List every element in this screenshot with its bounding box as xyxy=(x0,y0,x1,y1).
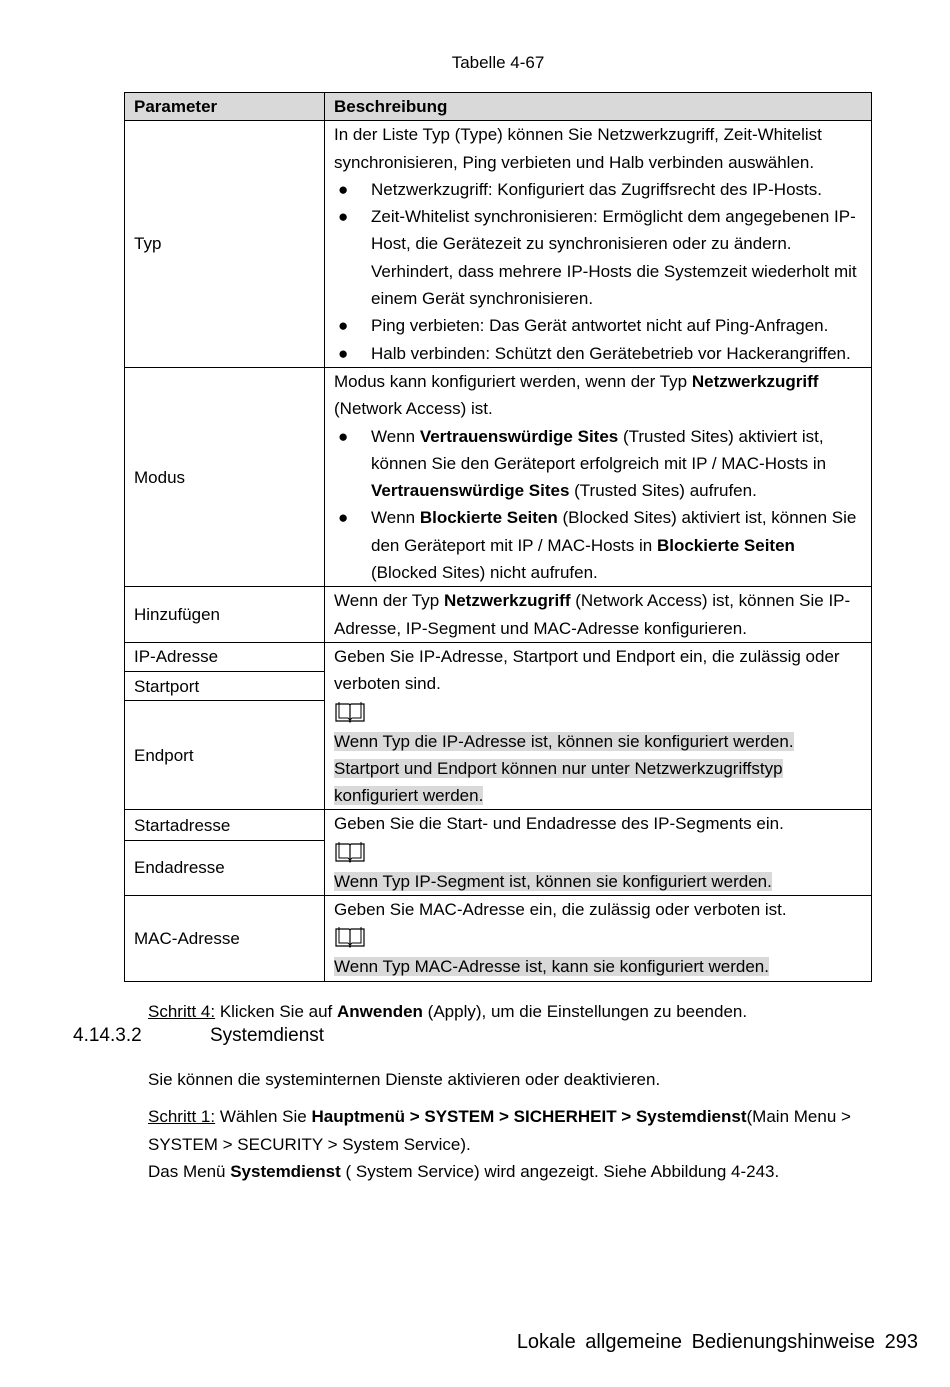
bullet-dot: ● xyxy=(338,426,349,446)
parameter-table xyxy=(124,92,872,982)
list-item: ● Halb verbinden: Schützt den Gerätebetrieb vor Hackerangriffen. xyxy=(334,340,862,367)
menu-shown-text: Das Menü Systemdienst ( System Service) wird angezeigt. Siehe Abbildung 4-243. xyxy=(148,1162,780,1181)
step-4: Schritt 4: Klicken Sie auf Anwenden (Apply), um die Einstellungen zu beenden. xyxy=(148,1002,748,1021)
list-item: ● Ping verbieten: Das Gerät antwortet nicht auf Ping-Anfragen. xyxy=(334,312,862,339)
bullet-dot: ● xyxy=(338,207,349,227)
param-hinzufuegen: Hinzufügen xyxy=(125,587,325,643)
note-segment: Wenn Typ IP-Segment ist, können sie konfiguriert werden. xyxy=(334,871,772,891)
param-ip-adresse: IP-Adresse xyxy=(125,642,325,671)
footer-text: Lokale allgemeine Bedienungshinweise xyxy=(516,1331,876,1353)
page-footer xyxy=(517,1331,918,1354)
note-book-icon xyxy=(334,841,862,868)
header-parameter: Parameter xyxy=(125,93,325,121)
desc-segment: Geben Sie die Start- und Endadresse des IP-Segments ein. Wenn Typ IP-Segment ist, können sie konfiguriert werden. xyxy=(325,810,872,896)
param-startport: Startport xyxy=(125,672,325,701)
list-item: ● Zeit-Whitelist synchronisieren: Ermöglicht dem angegebenen IP-Host, die Gerätezeit zu synchronisieren oder zu ändern. Verhindert, dass mehrere IP-Hosts die Systemzeit wiederholt mit einem Gerät synchronisieren. xyxy=(334,203,862,312)
intro-text: Sie können die systeminternen Dienste aktivieren oder deaktivieren. xyxy=(148,1070,661,1089)
list-item: ● Wenn Vertrauenswürdige Sites (Trusted Sites) aktiviert ist, können Sie den Geräteport erfolgreich mit IP / MAC-Hosts in Vertrauenswürdige Sites (Trusted Sites) aufrufen. xyxy=(334,423,862,505)
table-row-ip-adresse xyxy=(125,642,872,671)
desc-mac: Geben Sie MAC-Adresse ein, die zulässig oder verboten ist. Wenn Typ MAC-Adresse ist, kann sie konfiguriert werden. xyxy=(325,896,872,982)
param-startadresse: Startadresse xyxy=(125,810,325,841)
table-row-mac-adresse xyxy=(125,896,872,982)
typ-bullets xyxy=(334,176,862,367)
page-number: 293 xyxy=(884,1331,918,1353)
desc-hinzufuegen: Wenn der Typ Netzwerkzugriff (Network Access) ist, können Sie IP-Adresse, IP-Segment und MAC-Adresse konfigurieren. xyxy=(325,587,872,643)
header-description: Beschreibung xyxy=(325,93,872,121)
list-item: ● Wenn Blockierte Seiten (Blocked Sites) aktiviert ist, können Sie den Geräteport mit IP / MAC-Hosts in Blockierte Seiten (Blocked Sites) nicht aufrufen. xyxy=(334,504,862,586)
section-number: 4.14.3.2 xyxy=(73,1025,142,1046)
bullet-dot: ● xyxy=(338,316,349,336)
modus-bullets xyxy=(334,423,862,587)
modus-intro: Modus kann konfiguriert werden, wenn der Typ Netzwerkzugriff (Network Access) ist. xyxy=(334,371,819,419)
note-ip-l2: Startport und Endport können nur unter Netzwerkzugriffstyp xyxy=(334,758,783,778)
table-caption: Tabelle 4-67 xyxy=(451,53,545,72)
section-heading xyxy=(73,1025,324,1047)
list-item: ● Netzwerkzugriff: Konfiguriert das Zugriffsrecht des IP-Hosts. xyxy=(334,176,862,203)
table-header-row xyxy=(125,93,872,121)
table-row-modus xyxy=(125,367,872,586)
section-title: Systemdienst xyxy=(210,1025,325,1046)
param-mac-adresse: MAC-Adresse xyxy=(125,896,325,982)
table-row-startadresse xyxy=(125,810,872,841)
note-ip-l3: konfiguriert werden. xyxy=(334,786,484,806)
note-mac: Wenn Typ MAC-Adresse ist, kann sie konfiguriert werden. xyxy=(334,957,769,977)
param-endport: Endport xyxy=(125,701,325,810)
param-modus: Modus xyxy=(125,367,325,586)
desc-typ xyxy=(325,121,872,368)
note-book-icon xyxy=(334,926,862,953)
param-endadresse: Endadresse xyxy=(125,841,325,896)
note-book-icon xyxy=(334,701,862,728)
table-row-typ xyxy=(125,121,872,368)
note-ip-l1: Wenn Typ die IP-Adresse ist, können sie konfiguriert werden. xyxy=(334,731,794,751)
desc-modus xyxy=(325,367,872,586)
bullet-dot: ● xyxy=(338,508,349,528)
typ-intro: In der Liste Typ (Type) können Sie Netzwerkzugriff, Zeit-Whitelist synchronisieren, Ping verbieten und Halb verbinden auswählen. xyxy=(334,125,822,172)
desc-ip-ports: Geben Sie IP-Adresse, Startport und Endport ein, die zulässig oder verboten sind. Wenn Typ die IP-Adresse ist, können sie konfiguriert werden. Startport und Endport können nur unter Netzwerkzugriffstyp konfiguriert werden. xyxy=(325,642,872,809)
bullet-dot: ● xyxy=(338,179,349,199)
param-typ: Typ xyxy=(125,121,325,368)
table-row-hinzufuegen xyxy=(125,587,872,643)
bullet-dot: ● xyxy=(338,343,349,363)
step-1: Schritt 1: Wählen Sie Hauptmenü > SYSTEM > SICHERHEIT > Systemdienst(Main Menu > SYSTEM > SECURITY > System Service). xyxy=(148,1107,851,1154)
